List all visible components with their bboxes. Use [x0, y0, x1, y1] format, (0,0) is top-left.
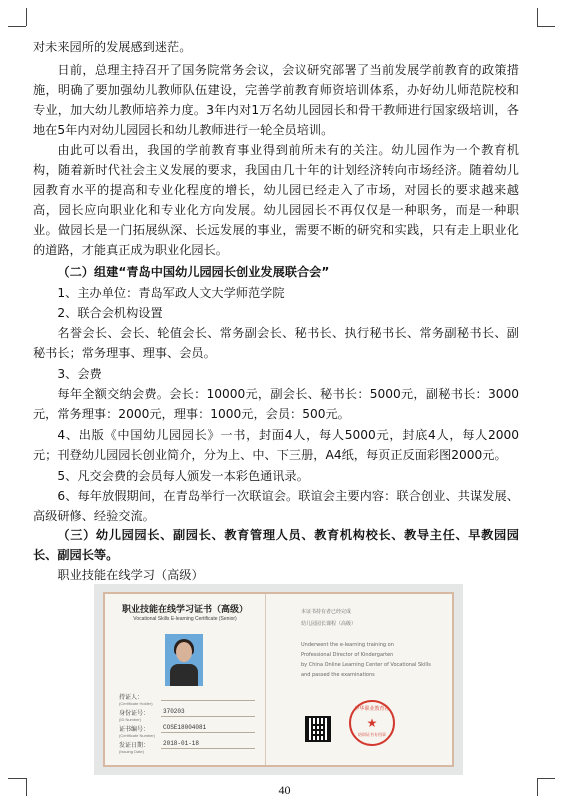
field-id-label: 身份证号： (ID Number)	[119, 710, 150, 722]
seal-star-icon: ★	[366, 716, 378, 730]
qr-code	[305, 716, 331, 742]
paragraph-state-council: 日前，总理主持召开了国务院常务会议，会议研究部署了当前发展学前教育的政策措施，明确了要加强幼儿教师队伍建设，完善学前教育师资培训体系，办好幼儿师范院校和专业，加大幼儿教师培养力度。3年内对1万名幼儿园园长和骨干教师进行国家级培训，各地在5年内对幼儿园园长和幼儿教师进行一轮全员培训。	[33, 63, 519, 137]
paragraph-fee-amounts: 每年全额交纳会费。会长：10000元，副会长、秘书长：5000元，副秘书长：3000元，常务理事：2000元，理事：1000元，会员：500元。	[33, 387, 519, 421]
crop-mark-top-left-v	[26, 8, 27, 26]
field-issue-date-value: 2018-01-18	[163, 740, 200, 747]
crop-mark-bottom-right-h	[537, 778, 555, 779]
list-item-organizer: 1、主办单位：青岛军政人文大学师范学院	[57, 286, 285, 300]
certificate-image	[94, 584, 463, 775]
list-item-structure: 2、联合会机构设置	[57, 306, 163, 320]
certificate-right-line-5: by China Online Learning Center of Vocational Skills	[301, 662, 431, 668]
crop-mark-top-right-v	[537, 8, 538, 26]
field-issue-date-label: 发证日期： (Issuing Date)	[119, 742, 150, 754]
field-id-line	[161, 716, 255, 717]
holder-photo	[165, 634, 203, 686]
section-heading-federation: （二）组建“青岛中国幼儿园园长创业发展联合会”	[57, 265, 330, 279]
field-holder-line	[161, 700, 255, 701]
photo-body	[170, 664, 198, 686]
certificate-right-line-2: 幼儿园园长课程（高级）	[301, 621, 357, 627]
certificate-right-line-1: 本证书持有者已经完成	[301, 609, 352, 615]
crop-mark-bottom-left-h	[8, 778, 26, 779]
certificate-title: 职业技能在线学习证书（高级）	[121, 605, 248, 615]
certificate-frame	[103, 592, 454, 767]
certificate-right-line-3: Underwent the e-learning training on	[301, 642, 394, 648]
list-item-gathering: 6、每年放假期间，在青岛举行一次联谊会。联谊会主要内容：联合创业、共谋发展、高级研修、经验交流。	[33, 489, 519, 523]
certificate-right-line-6: and passed the examinations	[301, 672, 375, 678]
photo-face	[176, 642, 192, 662]
field-cert-number-value: COSE18004081	[163, 724, 207, 731]
certificate-left-panel	[105, 594, 266, 765]
list-item-directory: 5、凡交会费的会员每人颁发一本彩色通讯录。	[57, 469, 309, 483]
field-cert-number-line	[161, 732, 255, 733]
certificate-caption: 职业技能在线学习（高级）	[57, 568, 204, 582]
page-number: 40	[278, 783, 291, 797]
field-cert-number-label: 证书编号： (Certificate Number)	[119, 726, 156, 738]
field-issue-date-line	[161, 748, 255, 749]
list-item-publication: 4、出版《中国幼儿园园长》一书，封面4人，每人5000元，封底4人，每人2000元；刊登幼儿园园长创业简介，分为上、中、下三册，A4纸，每页正反面彩图2000元。	[33, 428, 519, 462]
seal-bottom-text: 培训证书专用章	[358, 732, 386, 737]
certificate-right-line-4: Professional Director of Kindergarten	[301, 652, 394, 658]
paragraph-positions: 名誉会长、会长、轮值会长、常务副会长、秘书长、执行秘书长、常务副秘书长、副秘书长；常务理事、理事、会员。	[33, 326, 519, 360]
paragraph-preschool-attention: 由此可以看出，我国的学前教育事业得到前所未有的关注。幼儿园作为一个教育机构，随着新时代社会主义发展的要求，我国由几十年的计划经济转向市场经济。随着幼儿园教育水平的提高和专业化程度的增长，幼儿园已经走入了市场，对园长的要求越来越高，园长应向职业化和专业化方向发展。幼儿园园长不再仅仅是一种职务，而是一种职业。做园长是一门拓展纵深、长远发展的事业，需要不断的研究和实践，只有走上职业化的道路，才能真正成为职业化园长。	[33, 143, 519, 257]
crop-mark-top-right-h	[537, 26, 555, 27]
section-heading-audience: （三）幼儿园园长、副园长、教育管理人员、教育机构校长、教导主任、早教园园长、副园长等。	[33, 528, 519, 562]
crop-mark-top-left-h	[8, 26, 26, 27]
field-holder-label: 持证人： (Certificate Holder)	[119, 694, 153, 706]
certificate-subtitle: Vocational Skills E-learning Certificate (Senior)	[133, 616, 237, 622]
list-item-fees: 3、会费	[57, 367, 102, 381]
paragraph-continuation: 对未来园所的发展感到迷茫。	[33, 40, 192, 54]
official-seal	[349, 700, 395, 746]
seal-text: 中华职业教育社	[354, 706, 390, 712]
field-id-value: 370203	[163, 708, 185, 715]
